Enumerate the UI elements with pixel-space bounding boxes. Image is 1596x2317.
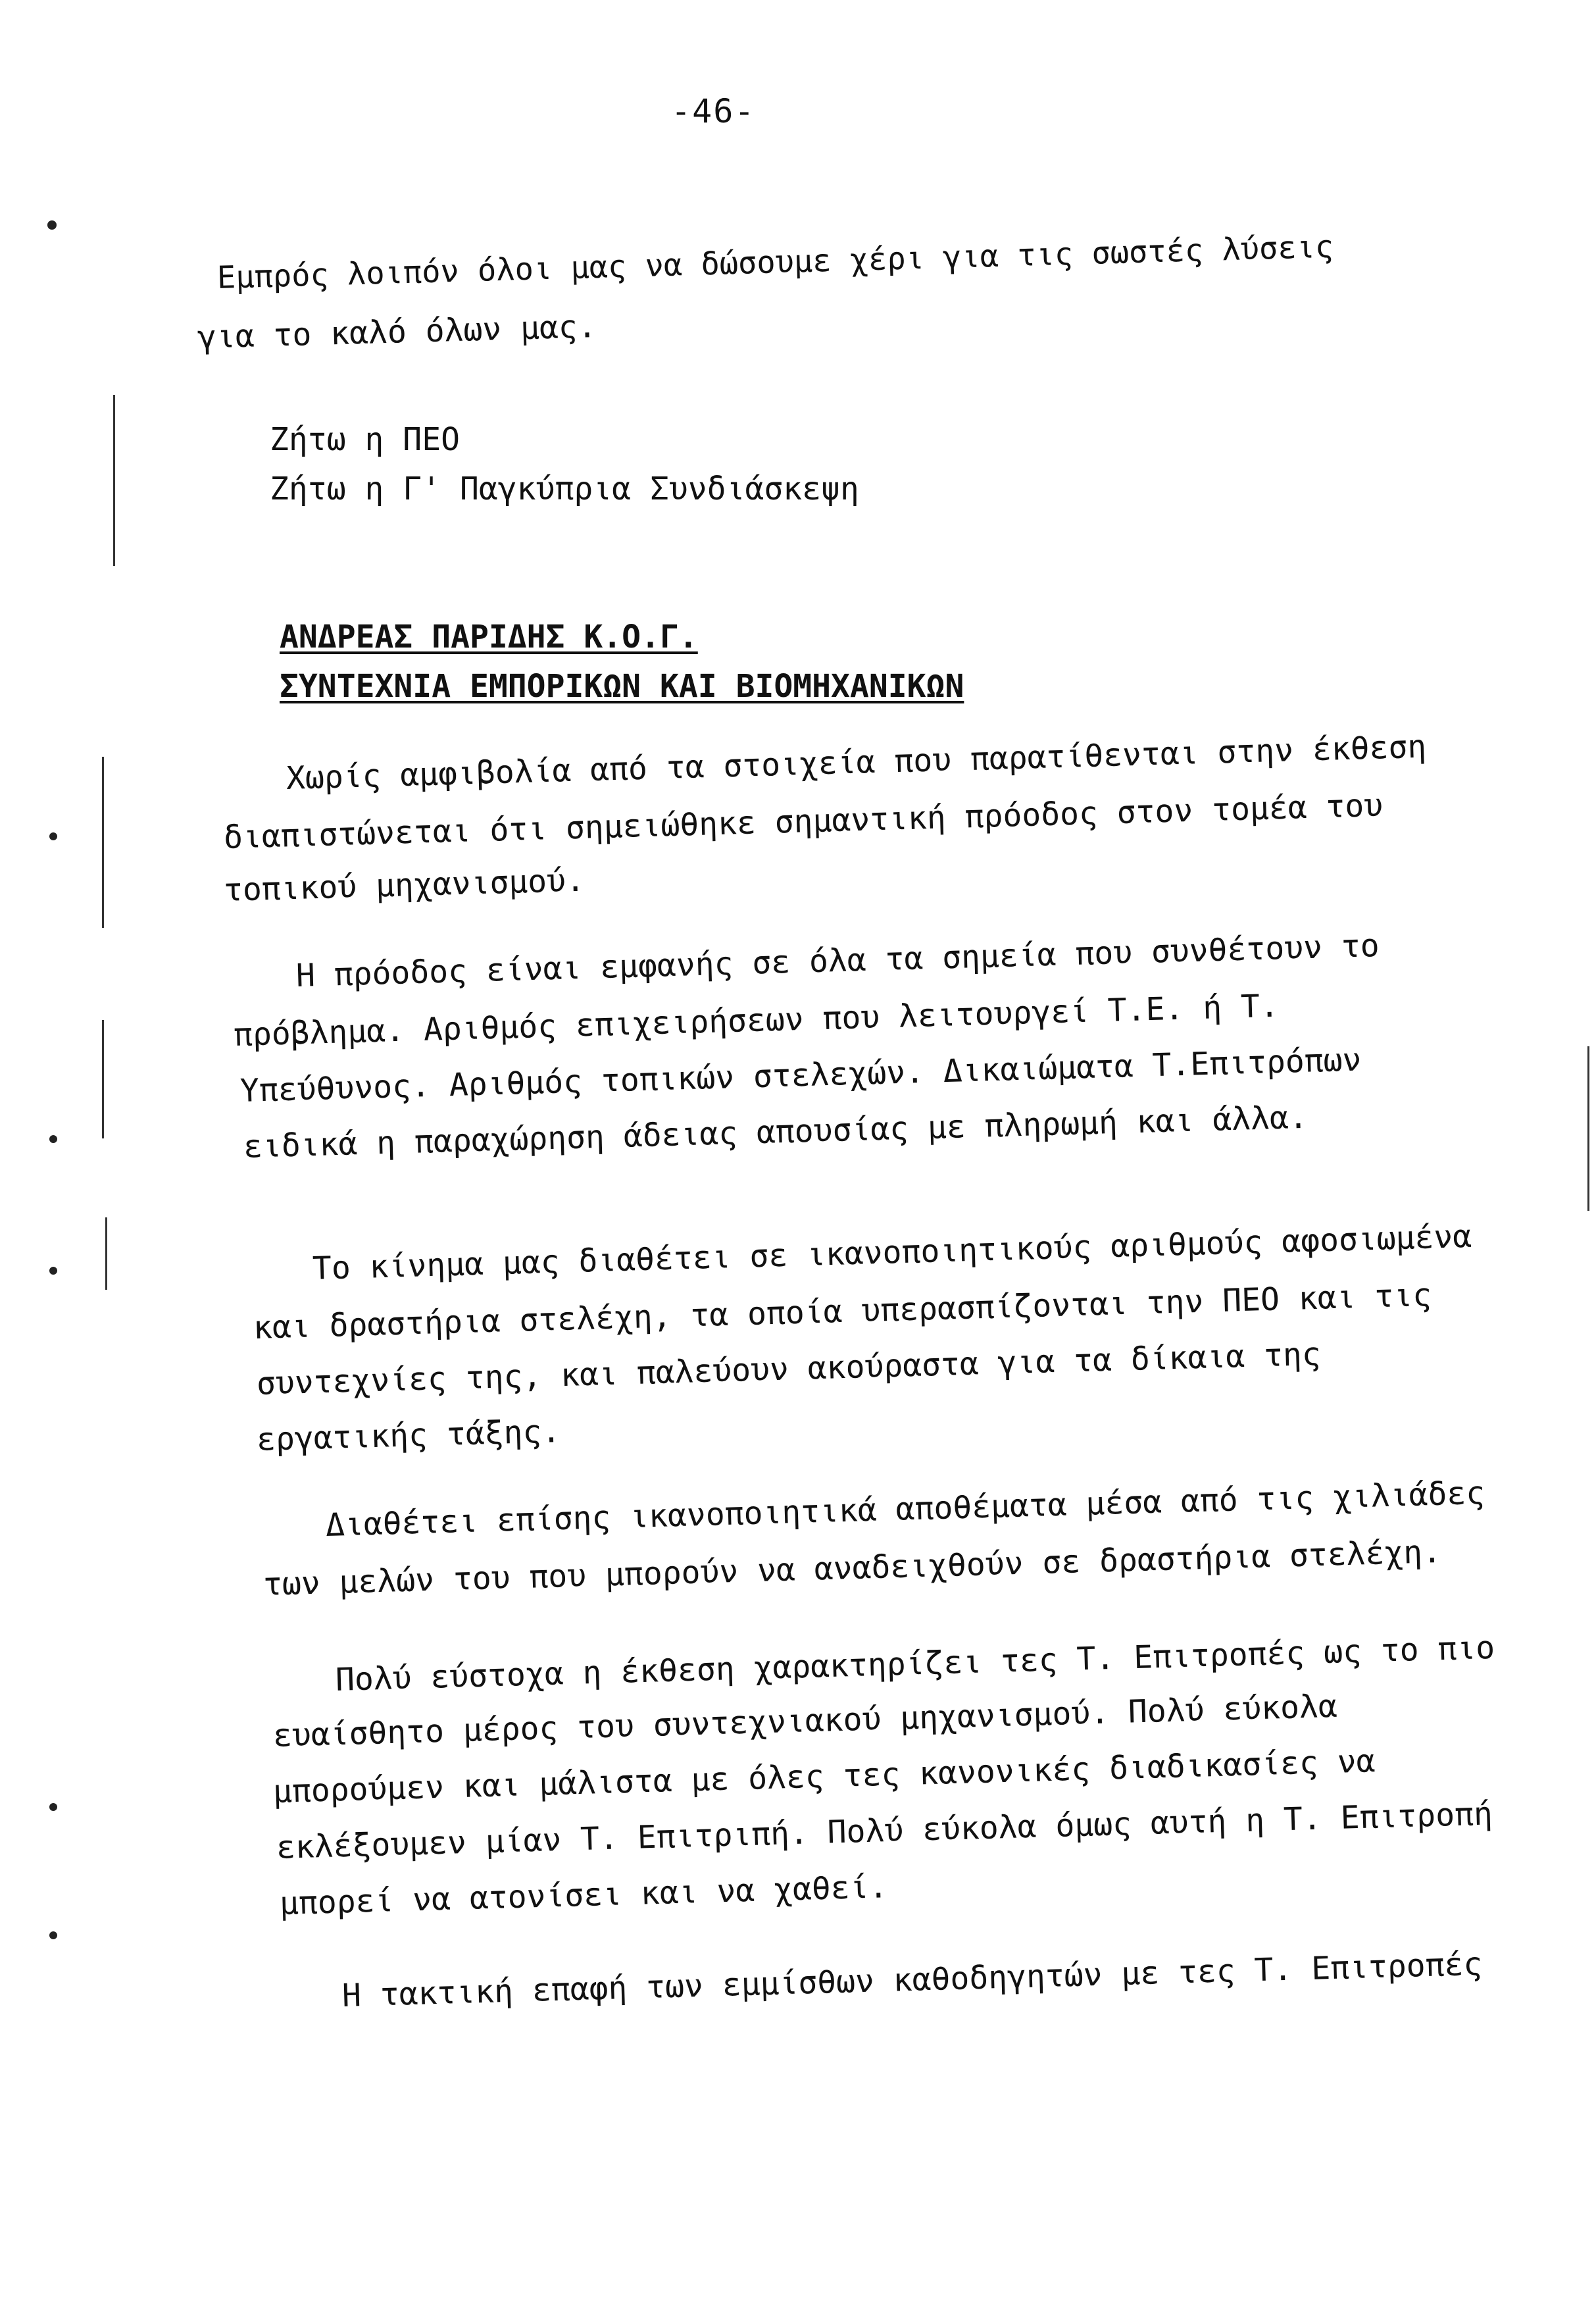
scan-artifact bbox=[47, 220, 57, 230]
text-line: Η τακτική επαφή των εμμίσθων καθοδηγητών με τες Τ. Επιτροπές bbox=[341, 1945, 1484, 2014]
text-line: Χωρίς αμφιβολία από τα στοιχεία που παρατίθενται στην έκθεση bbox=[286, 728, 1428, 797]
text-line: Διαθέτει επίσης ικανοποιητικά αποθέματα μέσα από τις χιλιάδες bbox=[325, 1474, 1485, 1544]
text-line: ειδικά η παραχώρηση άδειας απουσίας με πληρωμή και άλλα. bbox=[243, 1098, 1309, 1165]
scan-artifact bbox=[102, 1020, 104, 1138]
text-line: εργατικής τάξης. bbox=[256, 1413, 561, 1458]
text-line: μπορεί να ατονίσει και να χαθεί. bbox=[279, 1868, 889, 1922]
text-line: Πολύ εύστοχα η έκθεση χαρακτηρίζει τες Τ. Επιτροπές ως το πιο bbox=[335, 1629, 1495, 1698]
text-line: πρόβλημα. Αριθμός επιχειρήσεων που λειτουργεί Τ.Ε. ή Τ. bbox=[233, 987, 1280, 1054]
text-line: Η πρόοδος είναι εμφανής σε όλα τα σημεία που συνθέτουν το bbox=[295, 927, 1380, 994]
text-line: και δραστήρια στελέχη, τα οποία υπερασπίζονται την ΠΕΟ και τις bbox=[253, 1276, 1432, 1346]
text-line: διαπιστώνεται ότι σημειώθηκε σημαντική πρόοδος στον τομέα του bbox=[223, 786, 1384, 856]
scan-artifact bbox=[1587, 1046, 1589, 1211]
section-subheading: ΣΥΝΤΕΧΝΙΑ ΕΜΠΟΡΙΚΩΝ ΚΑΙ ΒΙΟΜΗΧΑΝΙΚΩΝ bbox=[280, 668, 964, 705]
text-line: μπορούμεν και μάλιστα με όλες τες κανονικές διαδικασίες να bbox=[272, 1743, 1376, 1810]
page-number: -46- bbox=[671, 92, 756, 130]
text-line: εκλέξουμεν μίαν Τ. Επιτριπή. Πολύ εύκολα όμως αυτή η Τ. Επιτροπή bbox=[276, 1795, 1493, 1866]
text-line: συντεχνίες της, και παλεύουν ακούραστα για τα δίκαια της bbox=[256, 1335, 1322, 1402]
scan-artifact bbox=[105, 1217, 107, 1290]
scan-artifact bbox=[49, 1803, 57, 1811]
text-line: τοπικού μηχανισμού. bbox=[223, 861, 586, 909]
text-line: για το καλό όλων μας. bbox=[197, 308, 597, 356]
text-line: Εμπρός λοιπόν όλοι μας να δώσουμε χέρι για τις σωστές λύσεις bbox=[216, 228, 1334, 296]
scan-artifact bbox=[49, 832, 57, 840]
text-line: Υπεύθυνος. Αριθμός τοπικών στελεχών. Δικαιώματα Τ.Επιτρόπων bbox=[239, 1041, 1362, 1109]
text-line: Το κίνημα μας διαθέτει σε ικανοποιητικούς αριθμούς αφοσιωμένα bbox=[312, 1217, 1472, 1287]
scan-artifact bbox=[113, 395, 115, 566]
text-line: Ζήτω η Γ' Παγκύπρια Συνδιάσκεψη bbox=[270, 471, 859, 507]
scan-artifact bbox=[49, 1931, 57, 1939]
text-line: Ζήτω η ΠΕΟ bbox=[270, 421, 460, 458]
section-heading: ΑΝΔΡΕΑΣ ΠΑΡΙΔΗΣ Κ.Ο.Γ. bbox=[280, 619, 698, 655]
text-line: ευαίσθητο μέρος του συντεχνιακού μηχανισμού. Πολύ εύκολα bbox=[272, 1687, 1338, 1754]
text-line: των μελών του που μπορούν να αναδειχθούν σε δραστήρια στελέχη. bbox=[262, 1533, 1442, 1603]
scan-artifact bbox=[49, 1267, 57, 1275]
scan-artifact bbox=[49, 1135, 57, 1143]
scan-artifact bbox=[102, 757, 104, 928]
